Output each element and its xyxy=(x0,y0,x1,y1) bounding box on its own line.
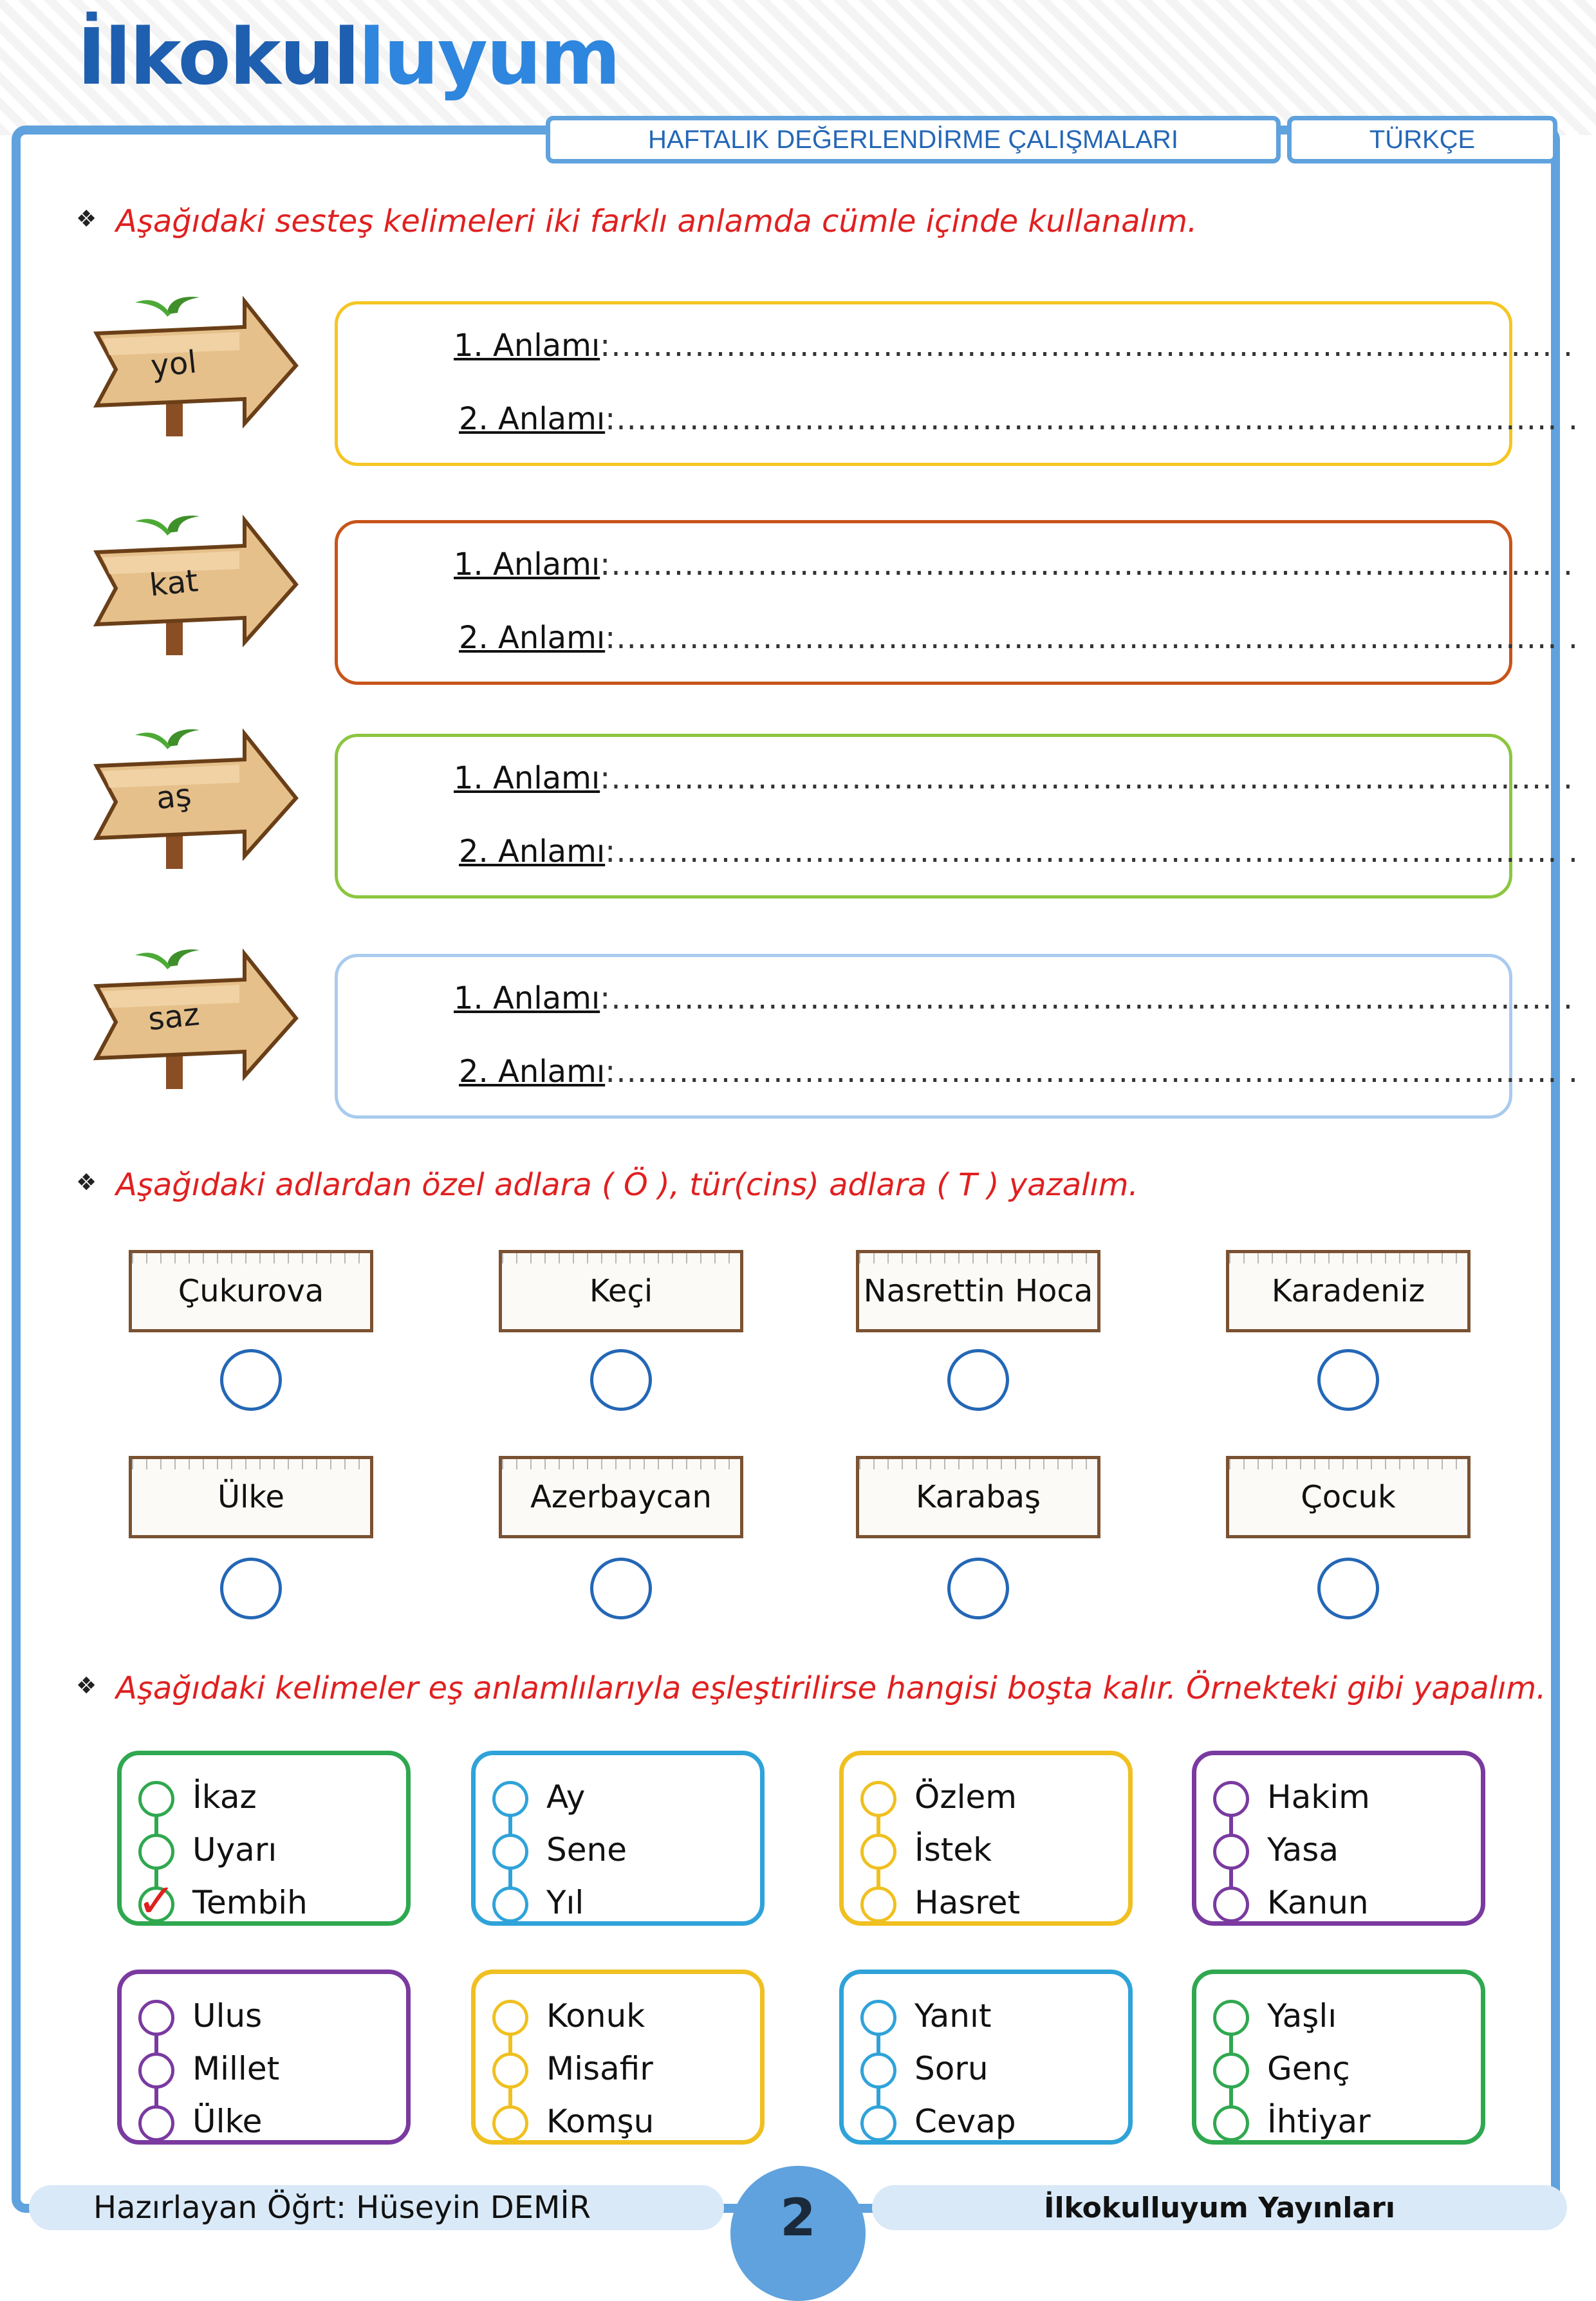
match-ring[interactable] xyxy=(138,2053,174,2089)
synonym-word: Hakim xyxy=(1267,1778,1370,1816)
answer-blank[interactable]: :.......................................................................................... . xyxy=(600,980,1574,1016)
meaning-label: 2. Anlamı xyxy=(459,620,606,656)
name-card: Karadeniz xyxy=(1226,1250,1471,1332)
synonym-word: Ulus xyxy=(192,1997,263,2035)
signpost-word: aş xyxy=(154,777,193,817)
synonym-group xyxy=(471,1751,765,1926)
meaning-label: 1. Anlamı xyxy=(454,546,600,582)
match-ring[interactable] xyxy=(1213,2053,1249,2089)
diamond-bullet-icon: ❖ xyxy=(76,1169,97,1196)
signpost xyxy=(71,721,302,869)
meaning-line[interactable] xyxy=(454,980,1573,1016)
meaning-line[interactable] xyxy=(459,620,1579,656)
synonym-word: Ülke xyxy=(192,2103,263,2140)
match-ring[interactable] xyxy=(492,1886,528,1923)
subject-tab: TÜRKÇE xyxy=(1287,116,1557,163)
name-card: Karabaş xyxy=(856,1456,1100,1538)
synonym-word: Sene xyxy=(546,1831,627,1868)
answer-circle[interactable] xyxy=(947,1349,1009,1411)
match-ring[interactable] xyxy=(860,1834,896,1870)
match-ring[interactable] xyxy=(1213,2000,1249,2036)
signpost xyxy=(71,941,302,1089)
synonym-word: İhtiyar xyxy=(1267,2103,1371,2140)
synonym-word: İstek xyxy=(914,1831,992,1868)
meaning-line[interactable] xyxy=(459,1054,1579,1090)
synonym-word: Tembih xyxy=(192,1884,308,1921)
match-ring[interactable] xyxy=(138,1781,174,1817)
match-ring[interactable] xyxy=(860,2000,896,2036)
signpost-word: kat xyxy=(147,563,200,604)
match-ring[interactable] xyxy=(860,1781,896,1817)
match-ring[interactable] xyxy=(492,2053,528,2089)
meaning-line[interactable] xyxy=(459,401,1579,437)
name-card: Çukurova xyxy=(129,1250,373,1332)
answer-circle[interactable] xyxy=(1317,1349,1379,1411)
meaning-label: 1. Anlamı xyxy=(454,980,600,1016)
page-number: 2 xyxy=(730,2166,866,2301)
match-ring[interactable] xyxy=(492,1781,528,1817)
synonym-word: Yasa xyxy=(1267,1831,1339,1868)
name-card: Nasrettin Hoca xyxy=(856,1250,1100,1332)
answer-circle[interactable] xyxy=(590,1558,652,1619)
match-ring[interactable] xyxy=(138,2105,174,2141)
meaning-line[interactable] xyxy=(459,834,1579,870)
answer-blank[interactable]: :.......................................................................................... . xyxy=(605,401,1579,437)
answer-circle[interactable] xyxy=(220,1558,282,1619)
meaning-label: 1. Anlamı xyxy=(454,328,600,364)
synonym-group xyxy=(117,1970,411,2145)
synonym-word: Konuk xyxy=(546,1997,645,2035)
answer-blank[interactable]: :.......................................................................................... . xyxy=(600,546,1574,582)
diamond-bullet-icon: ❖ xyxy=(76,1673,97,1699)
synonym-word: Uyarı xyxy=(192,1831,277,1868)
answer-circle[interactable] xyxy=(1317,1558,1379,1619)
synonym-word: Genç xyxy=(1267,2050,1350,2087)
synonym-group xyxy=(839,1751,1133,1926)
answer-blank[interactable]: :.......................................................................................... . xyxy=(600,328,1574,364)
meaning-line[interactable] xyxy=(454,328,1573,364)
match-ring[interactable] xyxy=(1213,2105,1249,2141)
signpost xyxy=(71,288,302,436)
signpost xyxy=(71,507,302,655)
answer-circle[interactable] xyxy=(947,1558,1009,1619)
answer-blank[interactable]: :.......................................................................................... . xyxy=(605,620,1579,656)
meaning-box xyxy=(335,734,1579,899)
synonym-group xyxy=(471,1970,765,2145)
answer-circle[interactable] xyxy=(220,1349,282,1411)
meaning-label: 1. Anlamı xyxy=(454,760,600,796)
synonym-word: Yaşlı xyxy=(1267,1997,1337,2035)
synonym-group xyxy=(117,1751,411,1926)
synonym-word: Cevap xyxy=(914,2103,1016,2140)
diamond-bullet-icon: ❖ xyxy=(76,206,97,232)
answer-blank[interactable]: :.......................................................................................... . xyxy=(600,760,1574,796)
answer-blank[interactable]: :.......................................................................................... . xyxy=(605,1054,1579,1090)
meaning-line[interactable] xyxy=(454,760,1573,796)
synonym-word: Yanıt xyxy=(914,1997,992,2035)
signpost-word: yol xyxy=(149,344,199,385)
match-ring[interactable] xyxy=(138,2000,174,2036)
synonym-word: Komşu xyxy=(546,2103,654,2140)
synonym-word: Hasret xyxy=(914,1884,1021,1921)
match-ring[interactable] xyxy=(138,1834,174,1870)
name-card: Çocuk xyxy=(1226,1456,1471,1538)
match-ring[interactable] xyxy=(1213,1834,1249,1870)
meaning-line[interactable] xyxy=(454,546,1573,582)
synonym-word: Özlem xyxy=(914,1778,1017,1816)
match-ring[interactable] xyxy=(492,2105,528,2141)
synonym-group xyxy=(839,1970,1133,2145)
match-ring[interactable] xyxy=(860,2053,896,2089)
name-card: Ülke xyxy=(129,1456,373,1538)
section3-instruction: ❖ Aşağıdaki kelimeler eş anlamlılarıyla eşleştirilirse hangisi boşta kalır. Örnekteki gibi yapalım. xyxy=(76,1670,1546,1706)
match-ring[interactable] xyxy=(492,2000,528,2036)
synonym-word: Soru xyxy=(914,2050,988,2087)
meaning-label: 2. Anlamı xyxy=(459,401,606,437)
name-card: Keçi xyxy=(499,1250,743,1332)
section2-instruction: ❖ Aşağıdaki adlardan özel adlara ( Ö ), tür(cins) adlara ( T ) yazalım. xyxy=(76,1167,1138,1203)
meaning-box xyxy=(335,301,1579,466)
synonym-word: Millet xyxy=(192,2050,280,2087)
footer-publisher: İlkokulluyum Yayınları xyxy=(872,2185,1567,2230)
match-ring[interactable] xyxy=(860,2105,896,2141)
meaning-label: 2. Anlamı xyxy=(459,834,606,870)
synonym-word: İkaz xyxy=(192,1778,257,1816)
meaning-box xyxy=(335,520,1579,685)
signpost-word: saz xyxy=(146,996,201,1038)
synonym-group xyxy=(1192,1751,1485,1926)
footer-author: Hazırlayan Öğrt: Hüseyin DEMİR xyxy=(29,2185,724,2230)
match-ring[interactable] xyxy=(1213,1781,1249,1817)
match-ring[interactable] xyxy=(492,1834,528,1870)
section1-instruction: ❖ Aşağıdaki sesteş kelimeleri iki farklı anlamda cümle içinde kullanalım. xyxy=(76,203,1198,239)
name-card: Azerbaycan xyxy=(499,1456,743,1538)
synonym-group xyxy=(1192,1970,1485,2145)
synonym-word: Misafir xyxy=(546,2050,653,2087)
brand-logo: İlkokulluyum xyxy=(77,13,620,102)
answer-circle[interactable] xyxy=(590,1349,652,1411)
worksheet-title: HAFTALIK DEĞERLENDİRME ÇALIŞMALARI xyxy=(546,116,1281,163)
synonym-word: Kanun xyxy=(1267,1884,1369,1921)
match-ring[interactable] xyxy=(1213,1886,1249,1923)
answer-blank[interactable]: :.......................................................................................... . xyxy=(605,834,1579,870)
meaning-box xyxy=(335,954,1579,1119)
synonym-word: Ay xyxy=(546,1778,586,1816)
meaning-label: 2. Anlamı xyxy=(459,1054,606,1090)
synonym-word: Yıl xyxy=(546,1884,584,1921)
match-ring[interactable] xyxy=(860,1886,896,1923)
check-mark-icon: ✓ xyxy=(137,1874,176,1928)
